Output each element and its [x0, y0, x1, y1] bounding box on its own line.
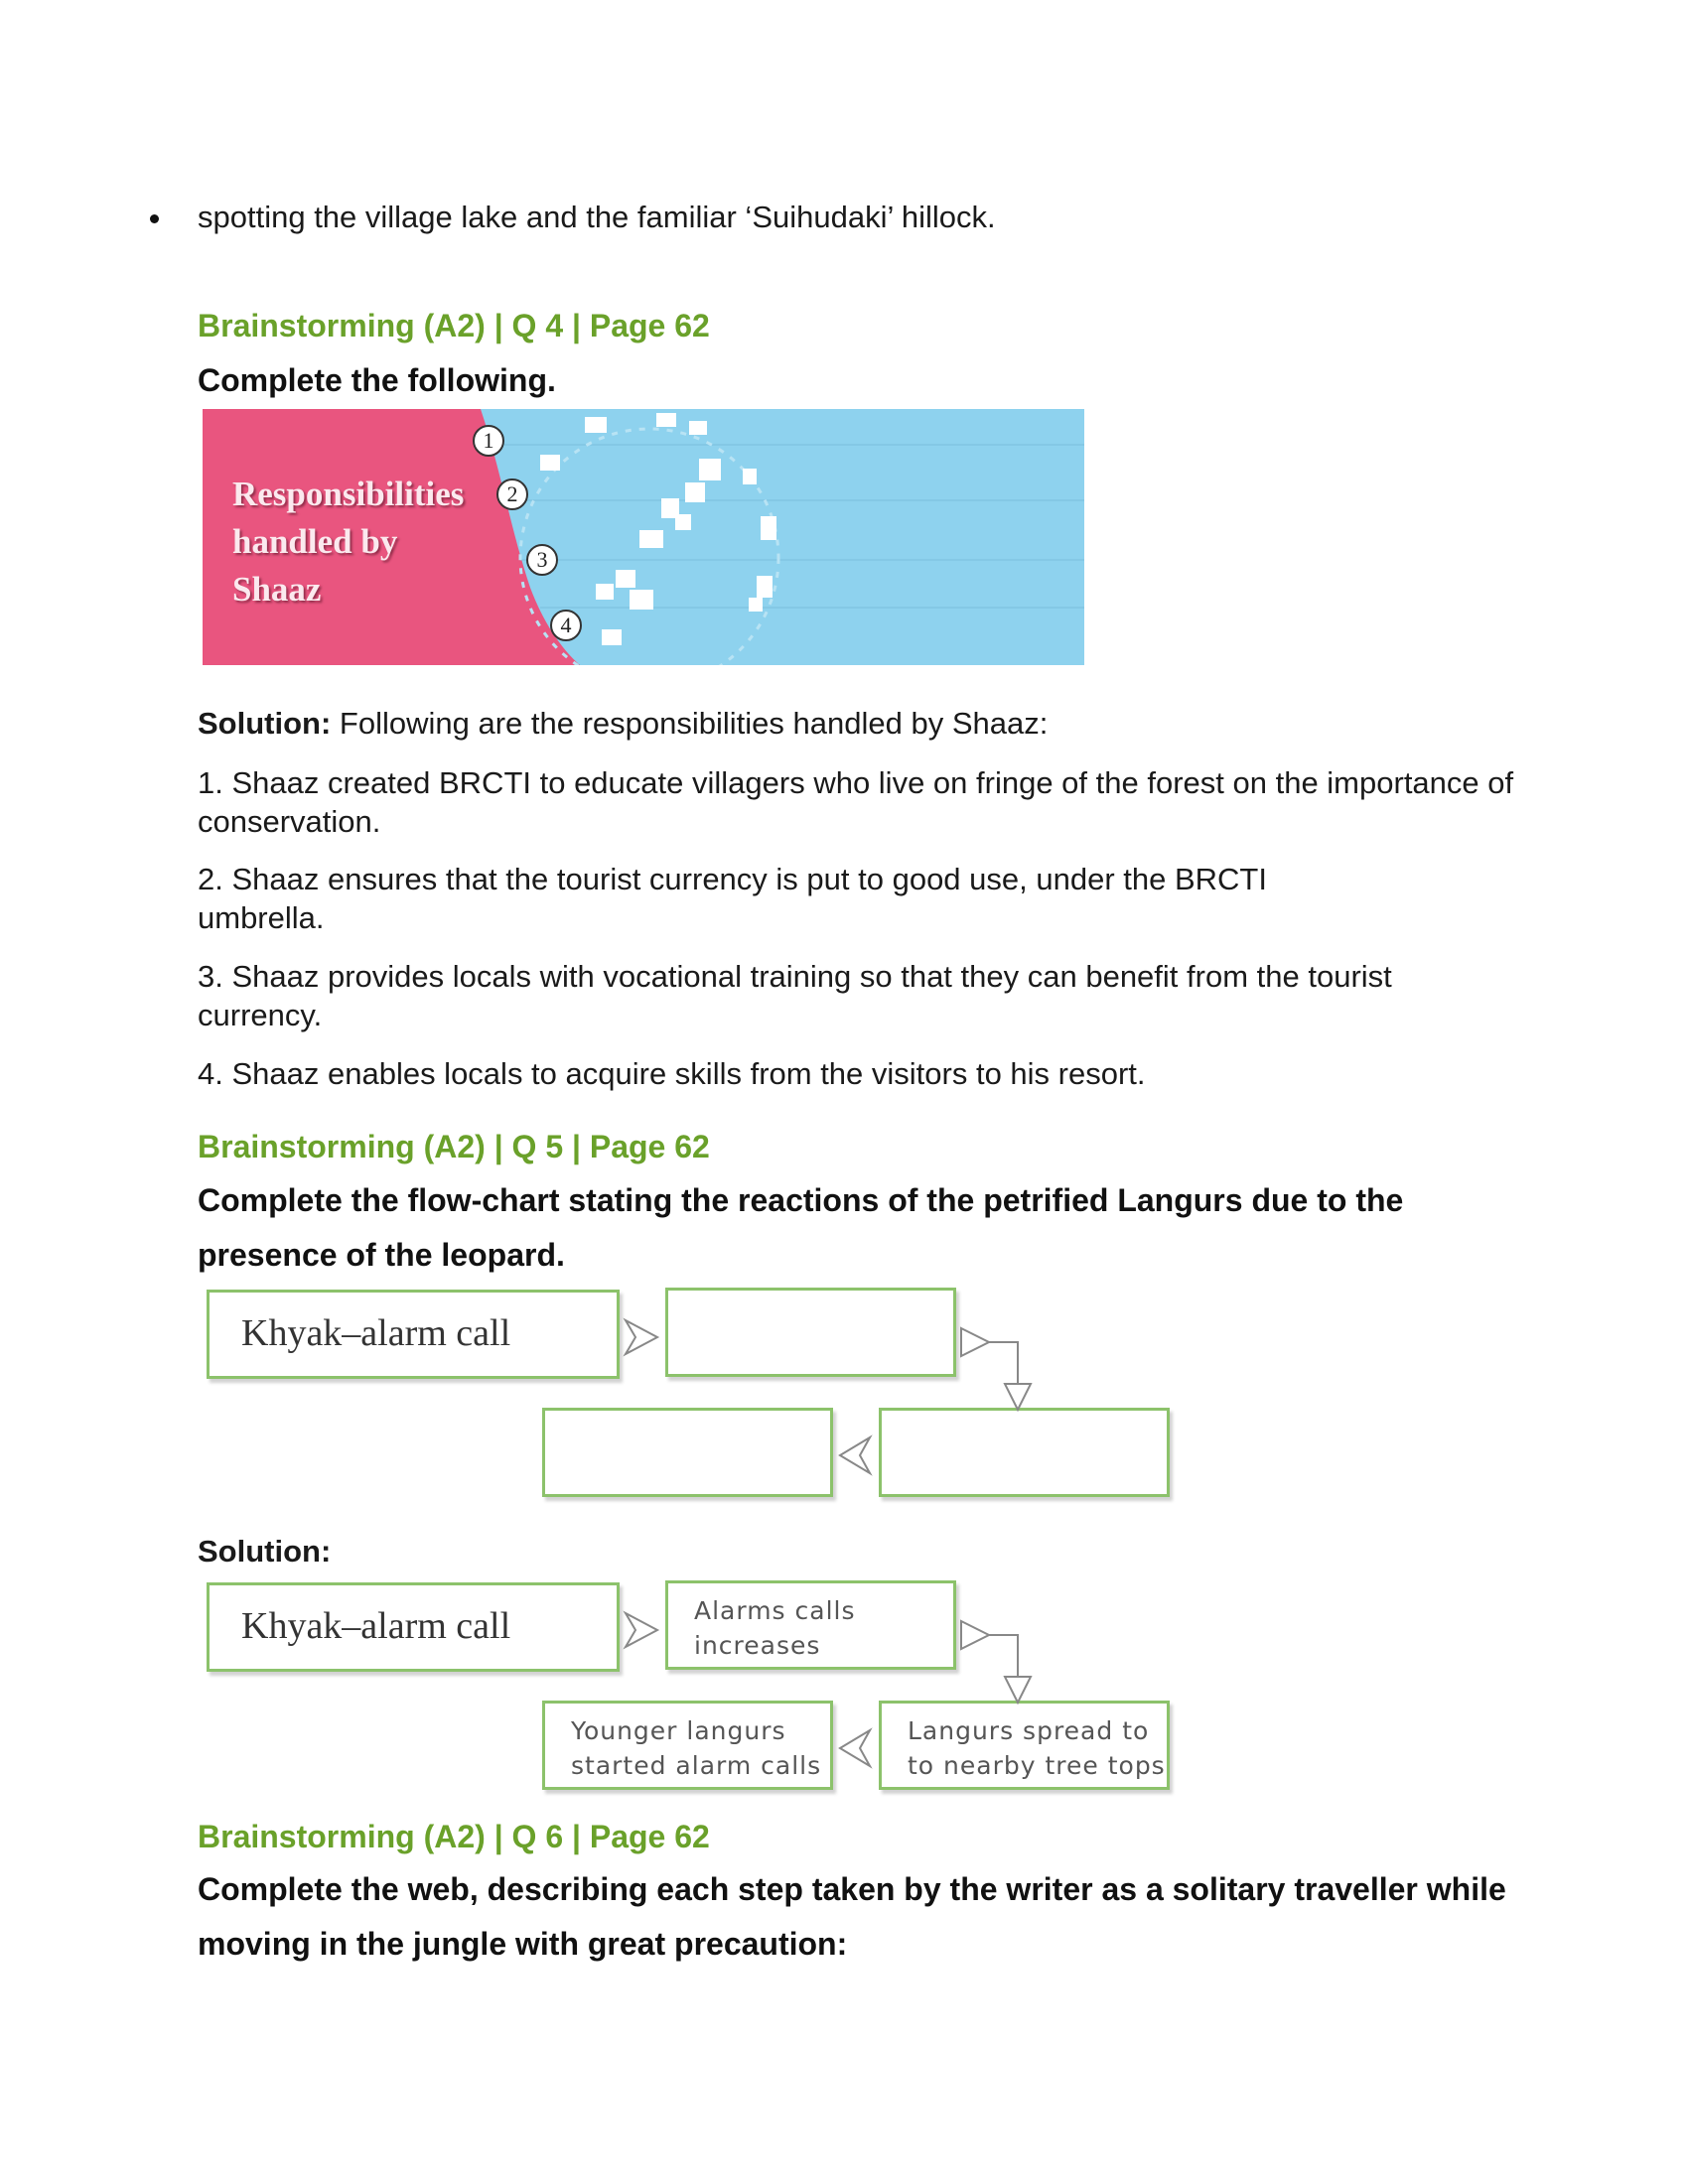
figure-patch	[761, 516, 776, 540]
q4-point-1: 1. Shaaz created BRCTI to educate villagers who live on fringe of the forest on the importance of conservation.	[198, 765, 1514, 839]
figure-patch	[630, 590, 653, 610]
figure-patch	[540, 455, 560, 471]
flow-solution-start-box: Khyak–alarm call	[207, 1582, 620, 1672]
arrow-corner-icon	[961, 1342, 1018, 1400]
arrow-right-icon	[626, 1320, 657, 1354]
flow-step4-box	[542, 1408, 833, 1497]
arrow-right-icon	[626, 1613, 657, 1647]
arrow-left-icon	[840, 1437, 870, 1473]
flow-step2-box	[665, 1288, 956, 1377]
figure-patch	[757, 576, 773, 598]
bullet-text: spotting the village lake and the familiar ‘Suihudaki’ hillock.	[198, 200, 996, 234]
q4-solution-intro: Following are the responsibilities handled by Shaaz:	[339, 706, 1049, 741]
figure-label-line-3: Shaaz	[232, 570, 322, 609]
figure-patch	[675, 514, 691, 530]
flow-solution-step3-box: Langurs spread to to nearby tree tops	[879, 1701, 1170, 1790]
arrow-left-icon	[840, 1730, 870, 1766]
figure-patch	[749, 598, 763, 612]
flow-step3-box	[879, 1408, 1170, 1497]
q6-heading: Brainstorming (A2) | Q 6 | Page 62	[198, 1819, 710, 1854]
figure-number-3: 3	[526, 544, 558, 576]
bullet-icon	[150, 214, 159, 223]
figure-label	[232, 471, 464, 614]
figure-patch	[616, 570, 635, 588]
figure-patch	[743, 469, 757, 484]
figure-number-4: 4	[550, 610, 582, 641]
q5-question: Complete the flow-chart stating the reactions of the petrified Langurs due to the presence of the leopard.	[198, 1182, 1404, 1273]
q4-solution-label: Solution:	[198, 706, 332, 741]
q4-point-3: 3. Shaaz provides locals with vocational training so that they can benefit from the tourist currency.	[198, 959, 1392, 1032]
q4-point-2: 2. Shaaz ensures that the tourist currency is put to good use, under the BRCTI umbrella.	[198, 862, 1267, 935]
flow-start-box: Khyak–alarm call	[207, 1290, 620, 1379]
responsibilities-figure	[203, 409, 1084, 665]
figure-number-1: 1	[473, 425, 504, 457]
figure-number-2: 2	[496, 478, 528, 510]
figure-patch	[639, 530, 663, 548]
arrow-corner-icon	[961, 1635, 1018, 1693]
figure-patch	[596, 584, 614, 600]
figure-patch	[699, 459, 721, 480]
figure-patch	[602, 629, 622, 645]
figure-patch	[585, 417, 607, 433]
figure-patch	[685, 482, 705, 502]
q6-question: Complete the web, describing each step taken by the writer as a solitary traveller while moving in the jungle with great precaution:	[198, 1871, 1506, 1962]
flow-solution-step4-box: Younger langurs started alarm calls	[542, 1701, 833, 1790]
q5-solution-label: Solution:	[198, 1534, 332, 1569]
q4-point-4: 4. Shaaz enables locals to acquire skills from the visitors to his resort.	[198, 1056, 1146, 1091]
q4-heading: Brainstorming (A2) | Q 4 | Page 62	[198, 308, 710, 343]
figure-label-line-1: Responsibilities	[232, 475, 465, 513]
q4-question: Complete the following.	[198, 362, 556, 398]
figure-patch	[656, 413, 676, 427]
q4-solution	[198, 704, 1048, 743]
q5-heading: Brainstorming (A2) | Q 5 | Page 62	[198, 1129, 710, 1164]
figure-label-line-2: handled by	[232, 522, 398, 561]
figure-patch	[689, 421, 707, 435]
flow-solution-step2-box: Alarms calls increases	[665, 1580, 956, 1670]
